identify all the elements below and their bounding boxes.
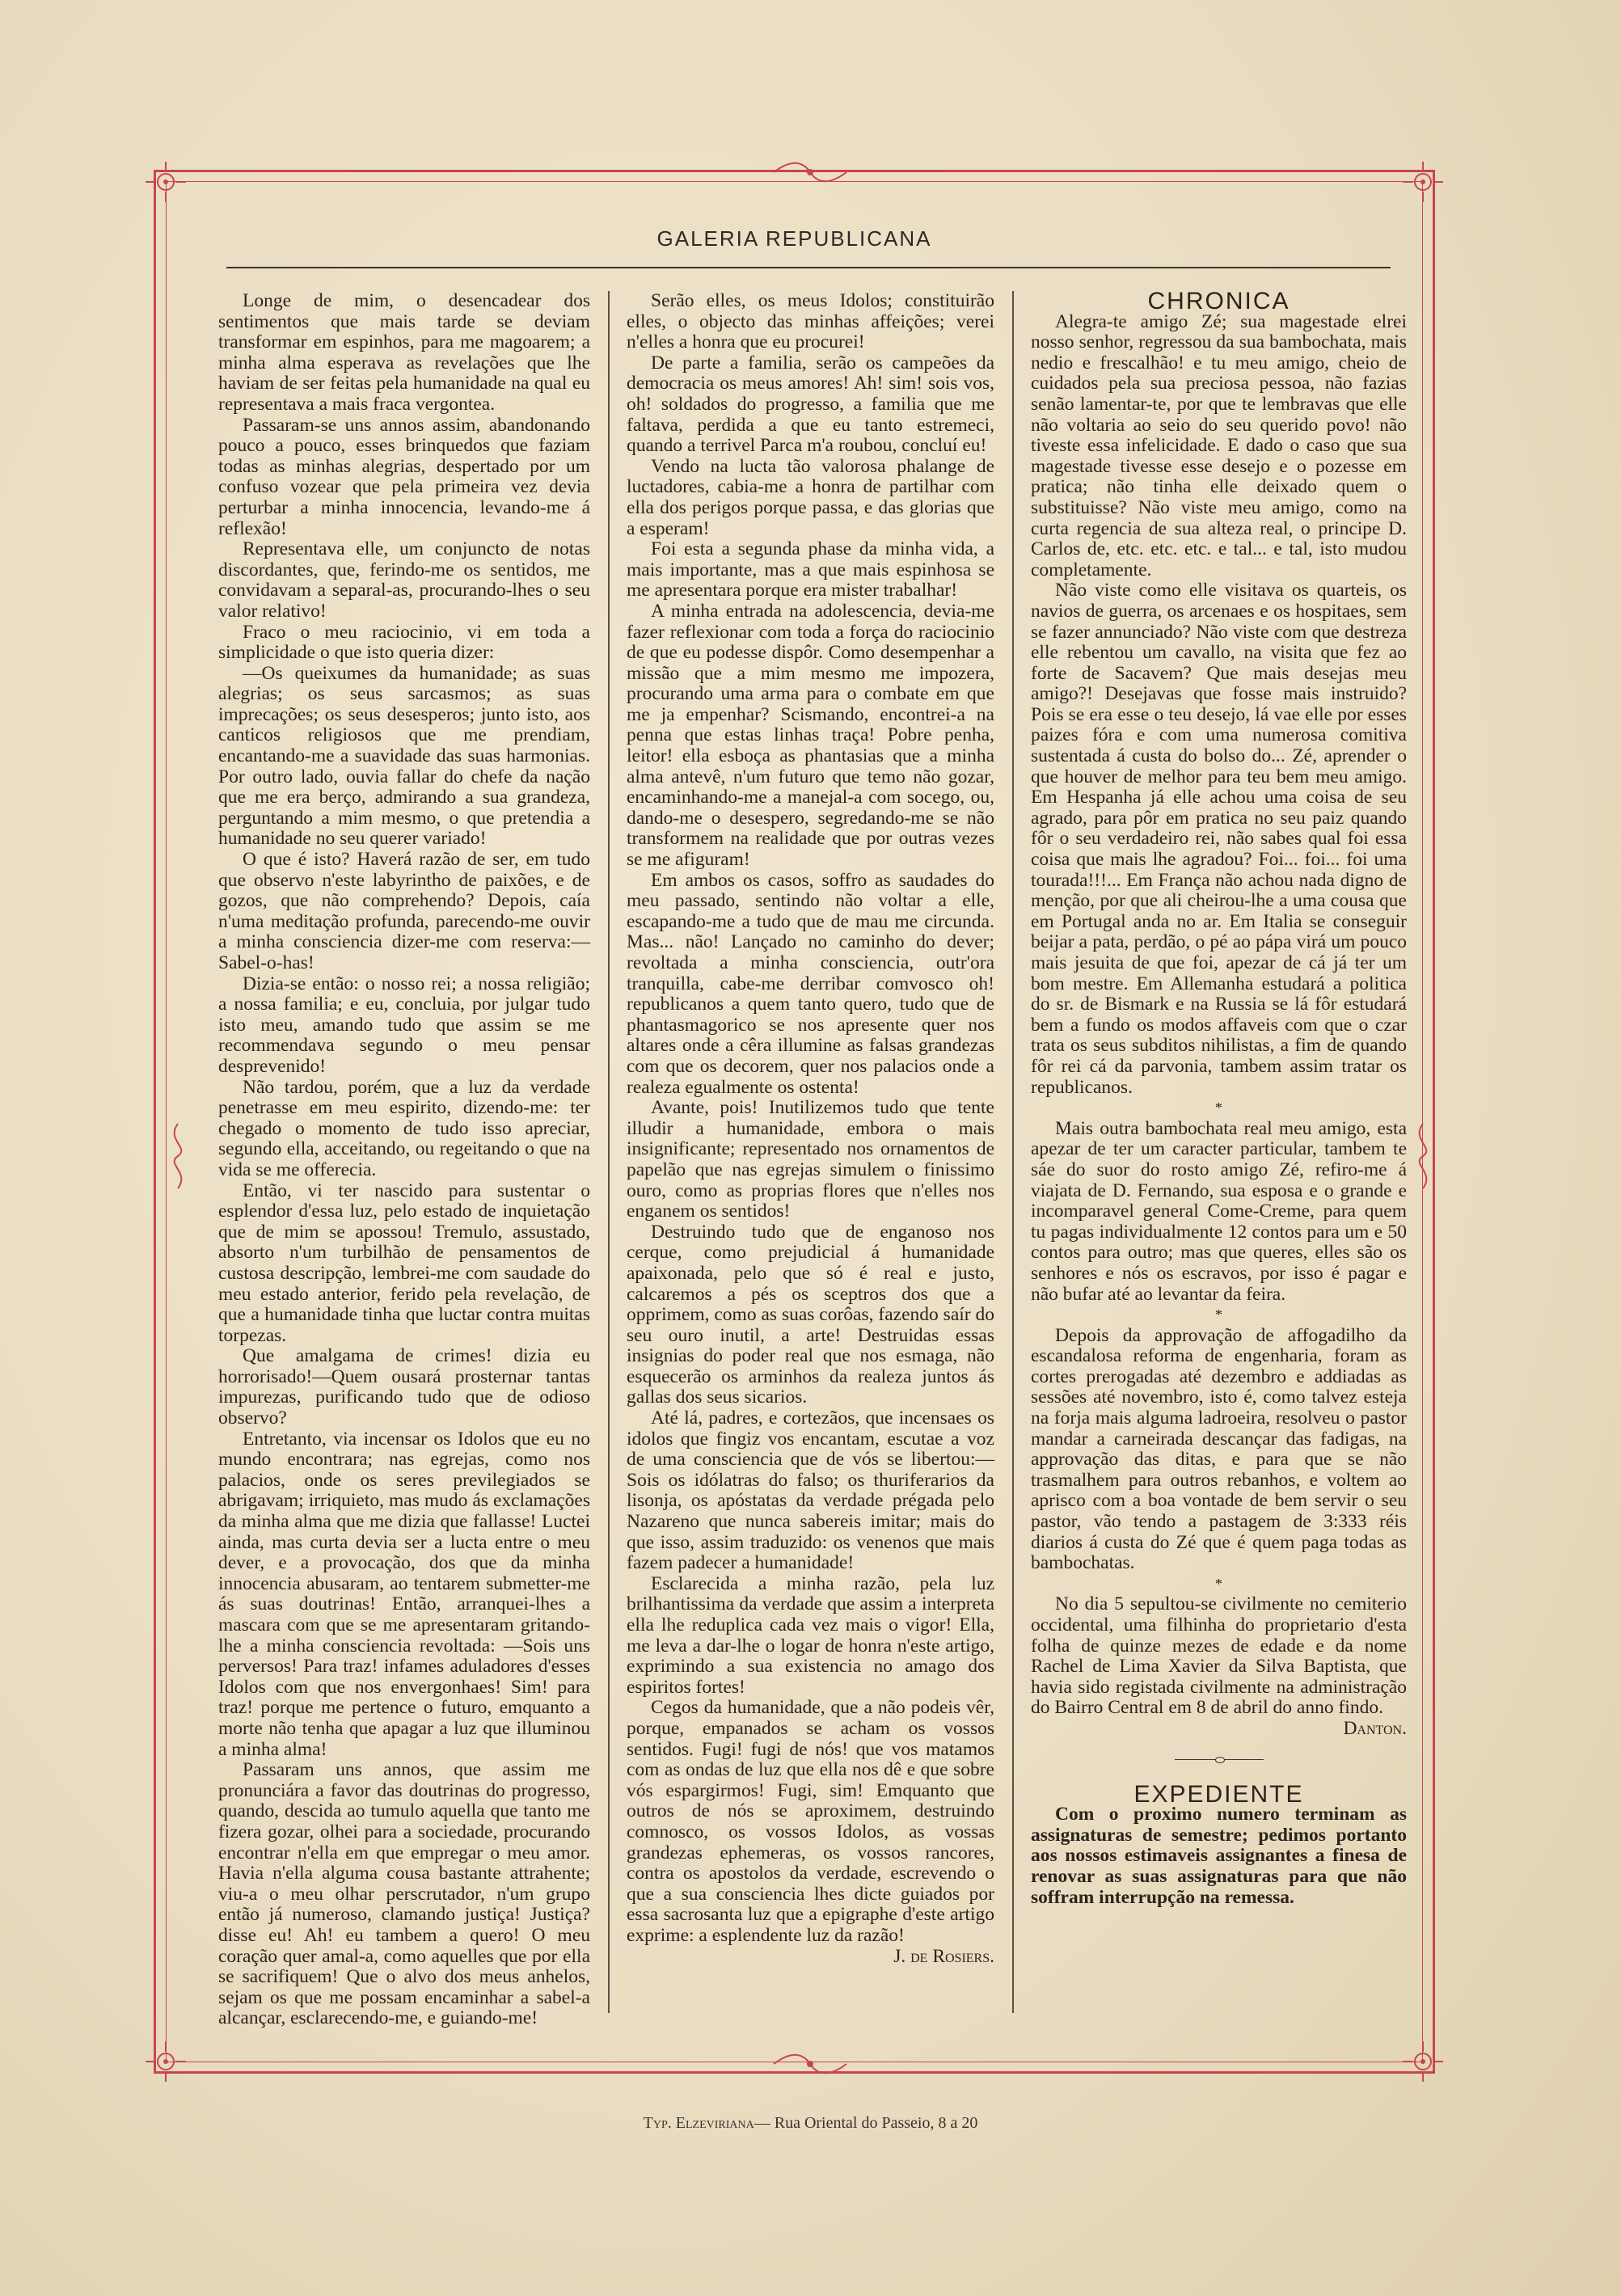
- column-2: [627, 291, 994, 1967]
- paragraph: Com o proximo numero terminam as assignaturas de semestre; pedimos portanto aos nossos estimaveis assignantes a finesa de renovar as suas assignaturas para que não soffram interrupção na remessa.: [1031, 1804, 1407, 1908]
- side-ornament-right: [1411, 1120, 1435, 1192]
- paragraph: Não viste como elle visitava os quarteis, os navios de guerra, os arcenaes e os hospitaes, sem se fazer annunciado? Não viste com que destreza elle rebentou um cavallo, na visita que fez ao forte de Sacavem? Que mais desejas meu amigo?! Desejavas que fosse mais instruido? Pois se era esse o teu desejo, lá vae elle por esses paizes fóra e com uma numerosa comitiva sustentada á custa do bolso do... Zé, aprender o que houver de melhor para teu bem meu amigo. Em Hespanha já elle achou uma coisa de seu agrado, para pôr em pratica no seu paiz quando fôr o seu verdadeiro rei, não sabes qual foi essa coisa que mais lhe agradou? Foi... foi... foi uma tourada!!!... Em França não achou nada digno de menção, por que ali cheirou-lhe a uma cousa que em Portugal anda no ar. Em Italia se conseguir beijar a pata, perdão, o pé ao pápa virá um pouco mais jesuita de que foi, apezar de cá já ter um bom mestre. Em Allemanha estudará a politica do sr. de Bismark e na Russia se lá fôr estudará bem a fundo os modos affaveis com que o czar trata os seus subditos nihilistas, a fim de quando fôr rei cá da parvonia, tambem assim tratar os republicanos.: [1031, 580, 1407, 1098]
- paragraph: Em ambos os casos, soffro as saudades do meu passado, sentindo não voltar a elle, escapando-me a tudo que de mau me circunda. Mas... não! Lançado no caminho do dever; revoltada a minha consciencia, outr'ora tranquilla, cabe-me derribar comvosco oh! republicanos a quem tanto quero, tudo que de phantasmagorico se nos apresente quer nos altares onde a cêra illumine as falsas grandezas com que os decorem, quer nos palacios onde a realeza egualmente os ostenta!: [627, 869, 994, 1098]
- expediente-title: EXPEDIENTE: [1133, 1780, 1304, 1808]
- column-divider-1: [608, 291, 610, 2013]
- section-star: *: [1215, 1575, 1222, 1592]
- header-rule: [226, 267, 1391, 268]
- paragraph: —Os queixumes da humanidade; as suas alegrias; os seus sarcasmos; as suas imprecações; os seus desesperos; junto isto, aos canticos religiosos que me prendiam, encantando-me a suavidade das suas harmonias. Por outro lado, ouvia fallar do chefe da nação que me era berço, admirando a sua grandeza, perguntando a mim mesmo, o que pretendia a humanidade no seu querer variado!: [218, 662, 590, 850]
- paragraph: De parte a familia, serão os campeões da democracia os meus amores! Ah! sim! sois vos, oh! soldados do progresso, a familia que me faltava, perdida a que eu tanto estremeci, quando a terrivel Parca m'a roubou, concluí eu!: [627, 352, 994, 457]
- paragraph: Não tardou, porém, que a luz da verdade penetrasse em meu espirito, dizendo-me: ter chegado o momento de tudo isso apreciar, segundo ella, acceitando, ou regeitando o que na vida se me offerecia.: [218, 1076, 590, 1180]
- column-1: [218, 291, 590, 2029]
- paragraph: Mais outra bambochata real meu amigo, esta apezar de ter um caracter particular, tambem te sáe do suor do rosto amigo Zé, refiro-me á viajata de D. Fernando, sua esposa e o grande e incomparavel general Come-Creme, para quem tu pagas individualmente 12 contos para um e 50 contos para outro; mas que queres, elles são os senhores e nós os escravos, por isso é pagar e não bufar até ao levantar da feira.: [1031, 1117, 1407, 1305]
- section-star: *: [1215, 1099, 1222, 1116]
- paragraph: Que amalgama de crimes! dizia eu horrorisado!—Quem ousará prosternar tantas impurezas, purificando tudo que de odioso observo?: [218, 1345, 590, 1429]
- column-3: [1031, 288, 1407, 1908]
- paragraph: Passaram uns annos, que assim me pronunciára a favor das doutrinas do progresso, quando, descida ao tumulo aquella que tanto me fizera gozar, olhei para a sociedade, procurando encontrar n'ella em que empregar o meu amor. Havia n'ella alguma cousa bastante attrahente; viu-a o meu olhar perscrutador, n'um grupo então já numeroso, clamando justiça! Justiça? disse eu! Ah! eu tambem a quero! O meu coração quer amal-a, como aquelles que por ella se sacrifiquem! Que o alvo dos meus anhelos, sejam os que me possam encaminhar a sabel-a alcançar, esclarecendo-me, e guiando-me!: [218, 1759, 590, 2029]
- side-ornament-left: [166, 1120, 190, 1192]
- printer-name: Typ. Elzeviriana: [643, 2114, 754, 2132]
- paragraph: No dia 5 sepultou-se civilmente no cemiterio occidental, uma filhinha do proprietario d'esta folha de quinze mezes de edade e da nome Rachel de Lima Xavier da Silva Baptista, que havia sido registada civilmente na administração do Bairro Central em 8 de abril do anno findo.: [1031, 1593, 1407, 1719]
- paragraph: Então, vi ter nascido para sustentar o esplendor d'essa luz, pelo estado de inquietação que de mim se apossou! Tremulo, assustado, absorto n'um turbilhão de pensamentos de custosa descripção, lembrei-me com saudade do meu estado anterior, ferido pela revelação, de que a humanidade tinha que luctar contra muitas torpezas.: [218, 1180, 590, 1346]
- page-header: GALERIA REPUBLICANA: [656, 226, 932, 251]
- paragraph: Depois da approvação de affogadilho da escandalosa reforma de engenharia, foram as cortes prerogadas até dezembro e addiadas as sessões até novembro, isto é, como talvez esteja na forja mais alguma ladroeira, resolveu o pastor mandar a carneirada descançar das fadigas, na approvação das ditas, e para que se não trasmalhem para outros rebanhos, e voltem ao aprisco com a boa vontade de bem servir o seu pastor, vão tendo a pastagem de 3:333 réis diarios á custa do Zé que é quem paga todas as bambochatas.: [1031, 1324, 1407, 1574]
- corner-ornament-bottom-right: [1399, 2037, 1447, 2086]
- paragraph: Passaram-se uns annos assim, abandonando pouco a pouco, esses brinquedos que faziam todas as minhas alegrias, despertado por um confuso vozear que pela primeira vez devia perturbar a minha innocencia, levando-me á reflexão!: [218, 414, 590, 539]
- paragraph: A minha entrada na adolescencia, devia-me fazer reflexionar com toda a força do raciocinio de que eu podesse dispôr. Como desempenhar a missão que a mim mesmo me impozera, procurando uma arma para o combate em que me ja empenhar? Scismando, encontrei-a na penna que estas linhas traça! Pobre penha, leitor! ella esboça as phantasias que a minha alma antevê, n'um futuro que temo não gozar, encaminhando-me a manejal-a com socego, ou, dando-me o desespero, segredando-me se não transformem na realidade que por outras vezes se me afiguram!: [627, 600, 994, 871]
- author-signature: J. de Rosiers.: [893, 1945, 994, 1967]
- printer-address: — Rua Oriental do Passeio, 8 a 20: [754, 2114, 978, 2132]
- paragraph: Vendo na lucta tão valorosa phalange de luctadores, cabia-me a honra de partilhar com ella dos perigos porque passa, e das glorias que a esperam!: [627, 455, 994, 539]
- chronica-title: CHRONICA: [1147, 288, 1290, 314]
- paragraph: Representava elle, um conjuncto de notas discordantes, que, ferindo-me os sentidos, me convidavam a separal-as, procurando-lhes o seu valor relativo!: [218, 538, 590, 622]
- column-divider-2: [1012, 291, 1014, 2013]
- paragraph: Esclarecida a minha razão, pela luz brilhantissima da verdade que assim a interpreta ella lhe reduplica cada vez mais o vigor! Ella, me leva a dar-lhe o logar de honra n'este artigo, exprimindo a sua existencia no amago dos espiritos fortes!: [627, 1572, 994, 1698]
- section-star: *: [1215, 1306, 1222, 1323]
- paragraph: O que é isto? Haverá razão de ser, em tudo que observo n'este labyrintho de paixões, e de gozos, que não comprehendo? Depois, caía n'uma meditação profunda, parecendo-me ouvir a minha consciencia dizer-me com reserva:—Sabel-o-has!: [218, 849, 590, 973]
- paragraph: Cegos da humanidade, que a não podeis vêr, porque, empanados se acham os vossos sentidos. Fugi! fugi de nós! que vos matamos com as ondas de luz que ella nos dê e que sobre vós espargirmos! Fugi, sim! Emquanto que outros de nós se aproximem, destruindo comnosco, os vossos Idolos, as vossas grandezas ephemeras, os vossos rancores, contra os apostolos da verdade, escrevendo o que a sua consciencia lhes dicte guiados por essa sacrosanta luz que a epigraphe d'este artigo exprime: a esplendente luz da razão!: [627, 1697, 994, 1946]
- paragraph: Até lá, padres, e cortezãos, que incensaes os idolos que fingiz vos encantam, escutae a voz de uma consciencia que de vós se libertou:—Sois os idólatras do falso; os thuriferarios da lisonja, os apóstatas da verdade prégada pelo Nazareno que nunca sabereis imitar; mais do que isso, assim traduzido: os venenos que mais fazem padecer a humanidade!: [627, 1408, 994, 1574]
- paragraph: Entretanto, via incensar os Idolos que eu no mundo encontrara; nas egrejas, como nos palacios, onde os seres previlegiados se abrigavam; irriquieto, mas mudo ás exclamações da minha alma que me dizia que fallasse! Luctei ainda, mas curta devia ser a lucta entre o meu dever, e a provocação, dos que da minha innocencia abusaram, ao tentarem submetter-me ás suas doutrinas! Então, arranquei-lhes a mascara com que se me apresentaram gritando-lhe a minha consciencia revoltada: —Sois uns perversos! Para traz! infames aduladores d'esses Idolos com que nos envergonhaes! Sim! para traz! porque me pertence o futuro, emquanto a morte não tenha que apagar a luz que illuminou a minha alma!: [218, 1428, 590, 1760]
- section-separator: [1175, 1759, 1264, 1760]
- corner-ornament-bottom-left: [141, 2037, 190, 2086]
- paragraph: Avante, pois! Inutilizemos tudo que tente illudir a humanidade, embora o mais insignificante; representado nos ornamentos de papelão que nas egrejas simulem o finissimo ouro, como as proprias flores que n'elles nos enganem os sentidos!: [627, 1097, 994, 1222]
- paragraph: Longe de mim, o desencadear dos sentimentos que mais tarde se deviam transformar em espinhos, para me magoarem; a minha alma esperava as revelações que lhe haviam de ser feitas pela humanidade na qual eu representava a mais fraca vergontea.: [218, 290, 590, 415]
- center-ornament-bottom: [770, 2052, 851, 2076]
- printer-imprint: [0, 2114, 1621, 2133]
- paragraph: Fraco o meu raciocinio, vi em toda a simplicidade o que isto queria dizer:: [218, 621, 590, 664]
- paragraph: Destruindo tudo que de enganoso nos cerque, como prejudicial á humanidade apaixonada, pelo que só é real e justo, calcaremos a pés os sceptros dos que a opprimem, como as suas corôas, fazendo saír do seu ouro inutil, a arte! Destruidas essas insignias do poder real que nos esmaga, não esquecerão os arminhos da realeza juntos ás gallas dos seus sicarios.: [627, 1221, 994, 1408]
- paragraph: Dizia-se então: o nosso rei; a nossa religião; a nossa familia; e eu, concluia, por julgar tudo isto meu, amando tudo que assim se me recommendava segundo o meu pensar desprevenido!: [218, 973, 590, 1077]
- paragraph: Alegra-te amigo Zé; sua magestade elrei nosso senhor, regressou da sua bambochata, mais nedio e frescalhão! e tu meu amigo, cheio de cuidados pela sua preciosa pessoa, não fazias senão lamentar-te, por que te lembravas que elle não voltaria ao seio do seu querido povo! não tiveste essa infelicidade. E dado o caso que sua magestade tivesse esse desejo e o pozesse em pratica; não tinha elle deixado quem o substituisse? Não viste meu amigo, como na curta regencia de sua alteza real, o principe D. Carlos de, etc. etc. etc. e tal... e tal, isto mudou completamente.: [1031, 310, 1407, 580]
- center-ornament-top: [770, 160, 851, 184]
- corner-ornament-top-right: [1399, 158, 1447, 206]
- author-signature: Danton.: [1343, 1717, 1407, 1739]
- paragraph: Serão elles, os meus Idolos; constituirão elles, o objecto das minhas affeições; verei n'elles a honra que eu procurei!: [627, 290, 994, 353]
- paragraph: Foi esta a segunda phase da minha vida, a mais importante, mas a que mais espinhosa se me apresentara porque era mister trabalhar!: [627, 538, 994, 601]
- corner-ornament-top-left: [141, 158, 190, 206]
